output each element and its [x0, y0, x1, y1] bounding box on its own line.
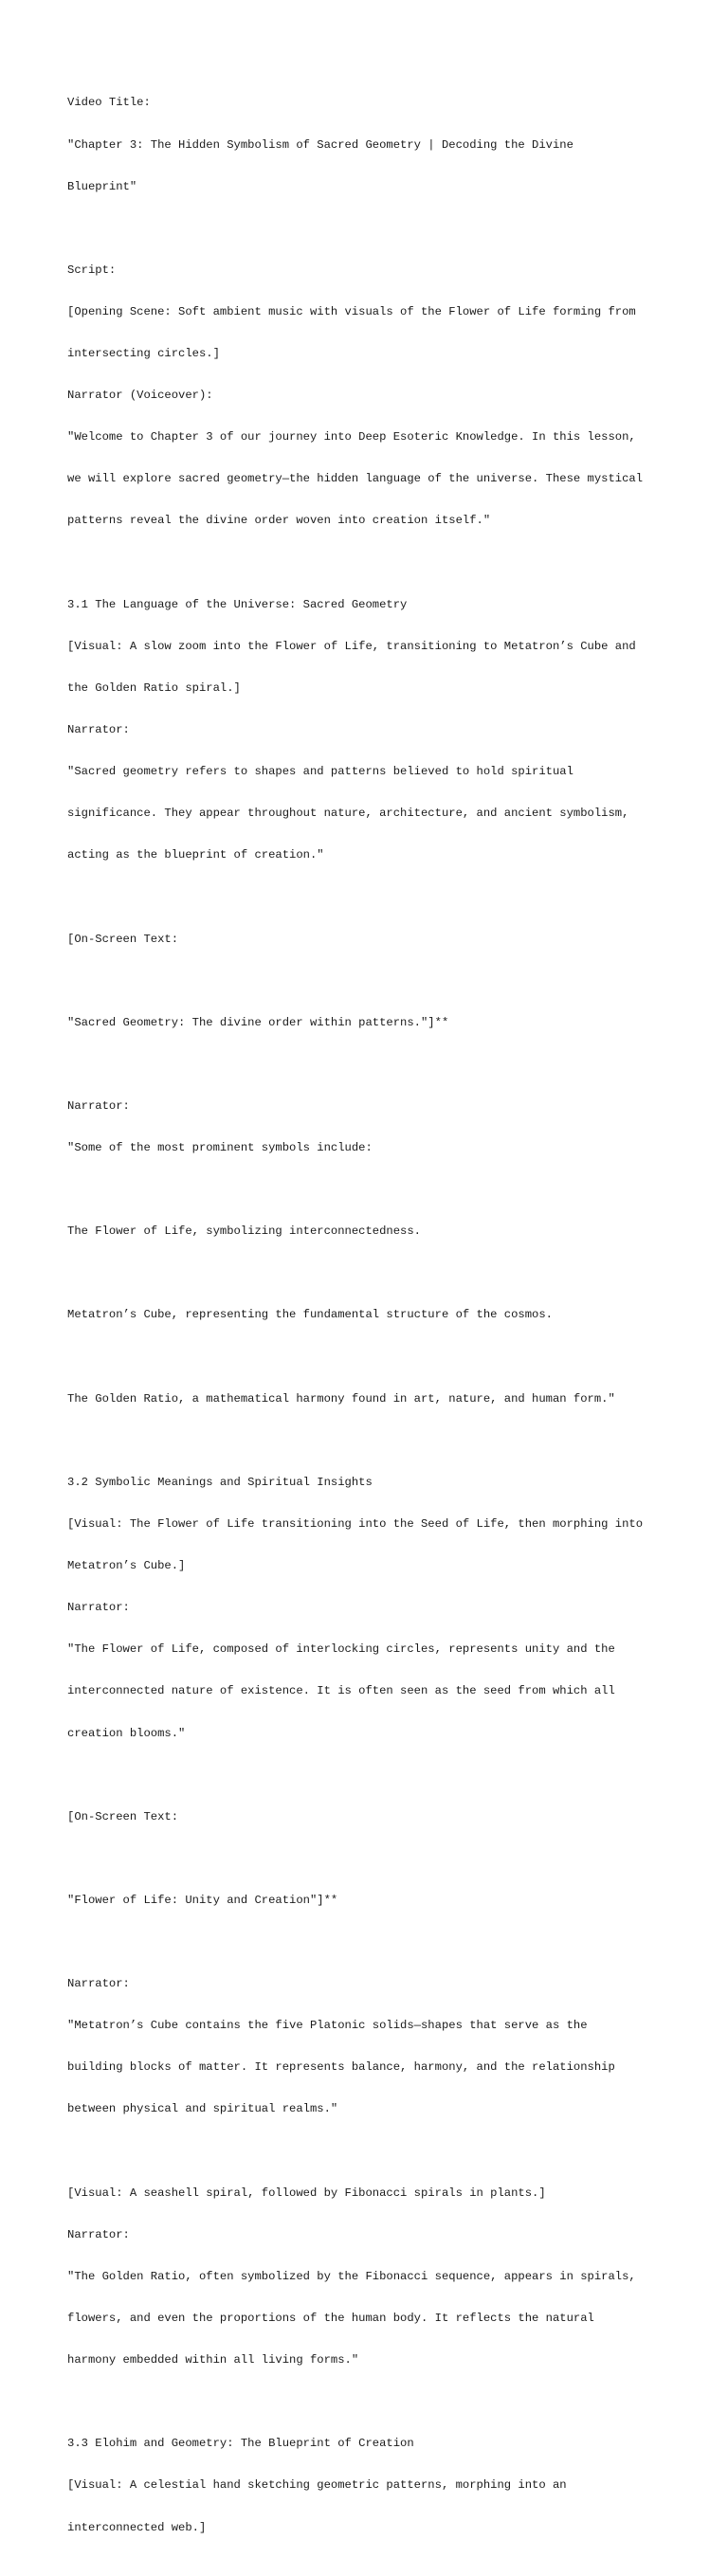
paragraph-golden-ratio — [67, 1364, 693, 1434]
text-line: "Welcome to Chapter 3 of our journey into Deep Esoteric Knowledge. In this lesson, — [67, 430, 636, 444]
text-line: "Some of the most prominent symbols include: — [67, 1141, 373, 1155]
paragraph-section-3-1 — [67, 570, 693, 890]
text-line: building blocks of matter. It represents balance, harmony, and the relationship — [67, 2060, 615, 2075]
text-line: [Visual: A seashell spiral, followed by Fibonacci spirals in plants.] — [67, 2186, 546, 2200]
text-line: Narrator: — [67, 1098, 130, 1113]
text-line: Narrator: — [67, 1601, 130, 1615]
text-line: interconnected web.] — [67, 2520, 207, 2534]
text-line: Script: — [67, 263, 117, 277]
text-line: Narrator: — [67, 2227, 130, 2241]
text-line: Narrator (Voiceover): — [67, 389, 213, 403]
text-line: "Sacred Geometry: The divine order within patterns."]** — [67, 1015, 449, 1029]
paragraph-narrator-metatron — [67, 1950, 693, 2145]
text-line: patterns reveal the divine order woven into creation itself." — [67, 514, 491, 528]
text-line: [Visual: A celestial hand sketching geometric patterns, morphing into an — [67, 2478, 567, 2493]
text-line: Metatron’s Cube.] — [67, 1559, 186, 1573]
text-line: interconnected nature of existence. It is often seen as the seed from which all — [67, 1684, 615, 1698]
document-page — [67, 68, 693, 2576]
text-line: Video Title: — [67, 96, 151, 110]
text-line: [Opening Scene: Soft ambient music with visuals of the Flower of Life forming from — [67, 304, 636, 318]
text-line: The Flower of Life, symbolizing interconnectedness. — [67, 1225, 421, 1239]
text-line: Blueprint" — [67, 179, 137, 193]
text-line: "The Golden Ratio, often symbolized by the Fibonacci sequence, appears in spirals, — [67, 2269, 636, 2283]
paragraph-on-screen-text — [67, 1782, 693, 1852]
paragraph-visual-seashell — [67, 2158, 693, 2395]
text-line: Metatron’s Cube, representing the fundamental structure of the cosmos. — [67, 1308, 553, 1322]
text-line: [On-Screen Text: — [67, 932, 179, 946]
text-line: intersecting circles.] — [67, 347, 220, 361]
text-line: "Sacred geometry refers to shapes and patterns believed to hold spiritual — [67, 765, 573, 779]
text-line: between physical and spiritual realms." — [67, 2102, 338, 2116]
paragraph-section-3-3 — [67, 2409, 693, 2563]
text-line: acting as the blueprint of creation." — [67, 848, 324, 862]
section-heading: 3.1 The Language of the Universe: Sacred Geometry — [67, 597, 408, 611]
text-line: harmony embedded within all living forms." — [67, 2353, 359, 2367]
text-line: [On-Screen Text: — [67, 1809, 179, 1823]
text-line: "Flower of Life: Unity and Creation"]** — [67, 1893, 338, 1907]
section-heading: 3.3 Elohim and Geometry: The Blueprint of Creation — [67, 2437, 414, 2451]
text-line: "Chapter 3: The Hidden Symbolism of Sacred Geometry | Decoding the Divine — [67, 137, 573, 152]
text-line: Narrator: — [67, 1977, 130, 1991]
paragraph-on-screen-quote — [67, 988, 693, 1058]
paragraph-video-title — [67, 68, 693, 222]
text-line: The Golden Ratio, a mathematical harmony found in art, nature, and human form." — [67, 1391, 615, 1406]
text-line: Narrator: — [67, 723, 130, 737]
text-line: [Visual: A slow zoom into the Flower of Life, transitioning to Metatron’s Cube and — [67, 639, 636, 653]
paragraph-script-opening — [67, 235, 693, 555]
paragraph-narrator — [67, 1072, 693, 1184]
section-heading: 3.2 Symbolic Meanings and Spiritual Insights — [67, 1475, 373, 1489]
paragraph-flower-of-life — [67, 1197, 693, 1267]
paragraph-metatrons-cube — [67, 1280, 693, 1351]
text-line: "The Flower of Life, composed of interlocking circles, represents unity and the — [67, 1642, 615, 1657]
text-line: "Metatron’s Cube contains the five Platonic solids—shapes that serve as the — [67, 2019, 588, 2033]
text-line: creation blooms." — [67, 1726, 186, 1740]
text-line: significance. They appear throughout nature, architecture, and ancient symbolism, — [67, 807, 629, 821]
text-line: we will explore sacred geometry—the hidden language of the universe. These mystical — [67, 472, 644, 486]
paragraph-on-screen-text — [67, 904, 693, 974]
text-line: the Golden Ratio spiral.] — [67, 680, 241, 695]
paragraph-on-screen-quote — [67, 1866, 693, 1936]
paragraph-section-3-2 — [67, 1447, 693, 1768]
text-line: flowers, and even the proportions of the human body. It reflects the natural — [67, 2312, 594, 2325]
text-line: [Visual: The Flower of Life transitioning into the Seed of Life, then morphing into — [67, 1516, 644, 1531]
